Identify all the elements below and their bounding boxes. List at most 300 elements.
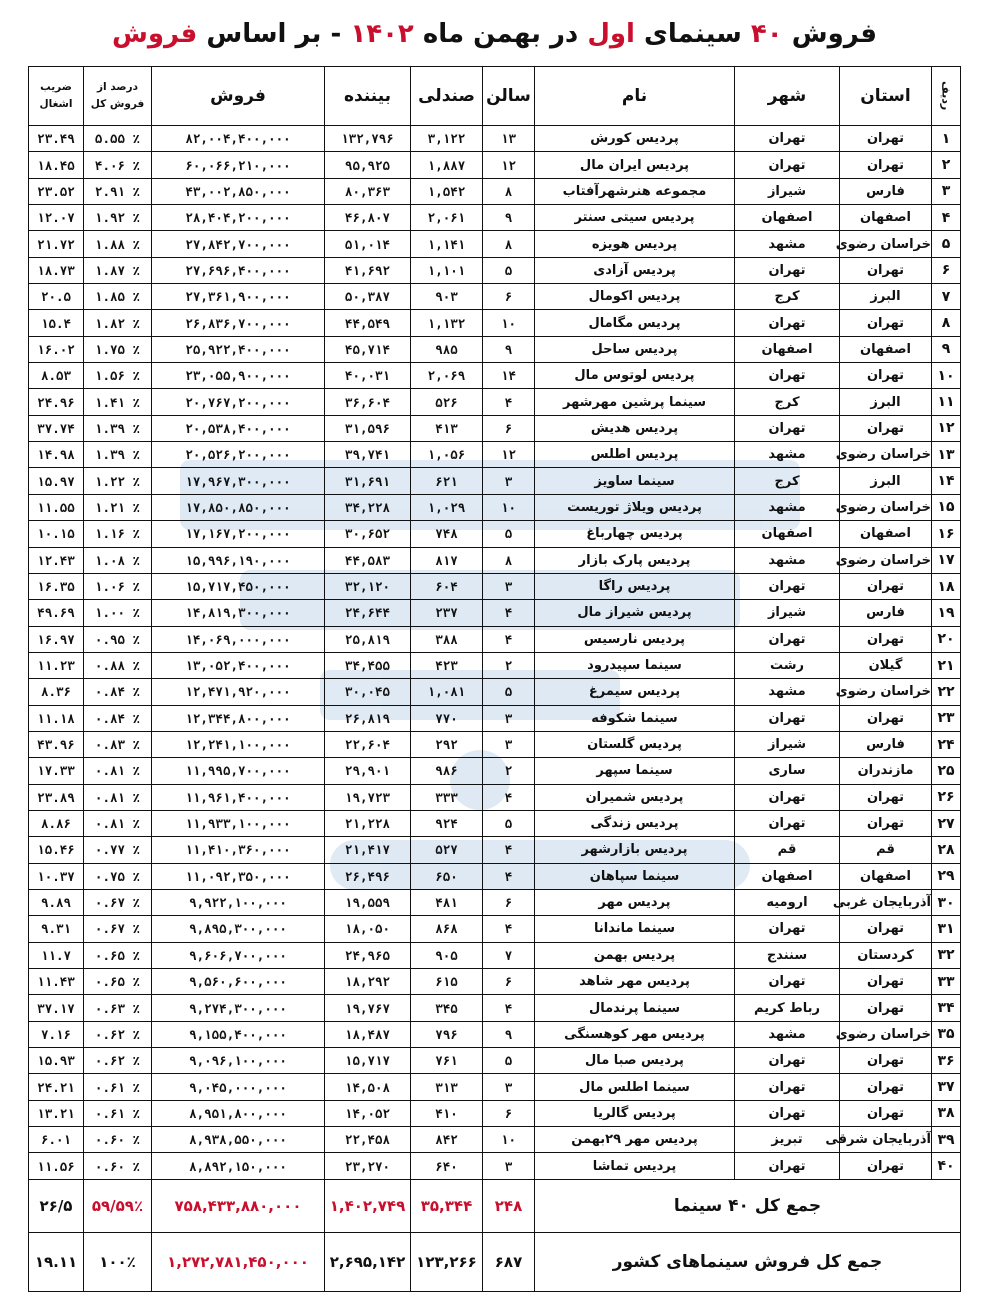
cell-city: تهران — [735, 257, 840, 283]
cell-province: تهران — [840, 810, 932, 836]
cell-sales: ۸,۹۳۸,۵۵۰,۰۰۰ — [152, 1127, 325, 1153]
cell-rank: ۴ — [932, 205, 961, 231]
cell-province: البرز — [840, 389, 932, 415]
cell-city: تهران — [735, 626, 840, 652]
cell-rank: ۳۶ — [932, 1048, 961, 1074]
cell-city: سنندج — [735, 942, 840, 968]
cell-province: تهران — [840, 1100, 932, 1126]
cell-percent: ۰.۸۳ ٪ — [84, 731, 152, 757]
table-row — [29, 652, 961, 678]
table-body — [29, 126, 961, 1180]
cell-viewers: ۵۰,۳۸۷ — [325, 284, 411, 310]
cell-sales: ۱۲,۲۴۱,۱۰۰,۰۰۰ — [152, 731, 325, 757]
title-text: فروش — [791, 19, 877, 49]
cell-sales: ۱۴,۸۱۹,۳۰۰,۰۰۰ — [152, 600, 325, 626]
cell-percent: ۰.۶۷ ٪ — [84, 916, 152, 942]
cell-halls: ۱۲ — [483, 152, 535, 178]
cell-province: اصفهان — [840, 863, 932, 889]
cell-viewers: ۱۸,۰۵۰ — [325, 916, 411, 942]
table-row — [29, 837, 961, 863]
cell-rank: ۱۷ — [932, 547, 961, 573]
cell-halls: ۶ — [483, 889, 535, 915]
cell-percent: ۰.۶۵ ٪ — [84, 969, 152, 995]
cell-seats: ۹۲۴ — [411, 810, 483, 836]
cell-occupancy: ۱۸.۴۵ — [29, 152, 84, 178]
cell-rank: ۸ — [932, 310, 961, 336]
cell-halls: ۳ — [483, 1074, 535, 1100]
cell-sales: ۱۷,۱۶۷,۲۰۰,۰۰۰ — [152, 521, 325, 547]
cell-sales: ۱۷,۸۵۰,۸۵۰,۰۰۰ — [152, 494, 325, 520]
cell-viewers: ۱۳۲,۷۹۶ — [325, 126, 411, 152]
table-row — [29, 521, 961, 547]
table-header-row — [29, 67, 961, 126]
page-title — [0, 14, 989, 54]
cell-percent: ۰.۸۱ ٪ — [84, 784, 152, 810]
cell-occupancy: ۴۹.۶۹ — [29, 600, 84, 626]
table-row — [29, 310, 961, 336]
cell-sales: ۸,۹۵۱,۸۰۰,۰۰۰ — [152, 1100, 325, 1126]
cell-name: پردیس شمیران — [535, 784, 735, 810]
cell-rank: ۴۰ — [932, 1153, 961, 1179]
cell-rank: ۷ — [932, 284, 961, 310]
cell-viewers: ۲۴,۶۴۴ — [325, 600, 411, 626]
cell-rank: ۳۹ — [932, 1127, 961, 1153]
cell-province: تهران — [840, 995, 932, 1021]
cell-seats: ۱,۸۸۷ — [411, 152, 483, 178]
cell-province: البرز — [840, 284, 932, 310]
table-row — [29, 442, 961, 468]
cell-province: تهران — [840, 257, 932, 283]
cell-percent: ۰.۶۰ ٪ — [84, 1127, 152, 1153]
cell-city: تهران — [735, 916, 840, 942]
header-text: اشغال — [39, 98, 73, 110]
cell-city: تهران — [735, 784, 840, 810]
cell-sales: ۱۱,۹۹۵,۷۰۰,۰۰۰ — [152, 758, 325, 784]
table-row — [29, 126, 961, 152]
cell-viewers: ۱۸,۴۸۷ — [325, 1021, 411, 1047]
cell-city: مشهد — [735, 231, 840, 257]
cell-halls: ۴ — [483, 784, 535, 810]
cell-seats: ۹۰۳ — [411, 284, 483, 310]
total-percent: ۵۹/۵۹٪ — [84, 1179, 152, 1232]
cell-rank: ۱۰ — [932, 363, 961, 389]
cell-name: پردیس زندگی — [535, 810, 735, 836]
cell-halls: ۵ — [483, 521, 535, 547]
cell-name: پردیس هدیش — [535, 415, 735, 441]
cell-occupancy: ۱۰.۱۵ — [29, 521, 84, 547]
table-row — [29, 863, 961, 889]
cell-sales: ۶۰,۰۶۶,۲۱۰,۰۰۰ — [152, 152, 325, 178]
cell-seats: ۷۶۱ — [411, 1048, 483, 1074]
cell-sales: ۱۵,۹۹۶,۱۹۰,۰۰۰ — [152, 547, 325, 573]
cell-province: خراسان رضوی — [840, 442, 932, 468]
cell-name: پردیس بهمن — [535, 942, 735, 968]
cell-sales: ۲۰,۷۶۷,۲۰۰,۰۰۰ — [152, 389, 325, 415]
cell-halls: ۴ — [483, 626, 535, 652]
cell-name: پردیس مهر کوهسنگی — [535, 1021, 735, 1047]
total-halls: ۲۴۸ — [483, 1179, 535, 1232]
cell-province: خراسان رضوی — [840, 679, 932, 705]
cell-province: تهران — [840, 363, 932, 389]
cell-name: پردیس مهر ۲۹بهمن — [535, 1127, 735, 1153]
cell-sales: ۲۰,۵۲۶,۲۰۰,۰۰۰ — [152, 442, 325, 468]
cell-seats: ۲۹۲ — [411, 731, 483, 757]
cell-rank: ۲۵ — [932, 758, 961, 784]
table-row — [29, 731, 961, 757]
cell-seats: ۳۳۳ — [411, 784, 483, 810]
cell-rank: ۳۱ — [932, 916, 961, 942]
table-row — [29, 494, 961, 520]
cell-sales: ۹,۱۵۵,۴۰۰,۰۰۰ — [152, 1021, 325, 1047]
table-row — [29, 969, 961, 995]
cell-rank: ۳۳ — [932, 969, 961, 995]
cell-name: پردیس اکومال — [535, 284, 735, 310]
cell-viewers: ۲۱,۲۲۸ — [325, 810, 411, 836]
cell-city: تهران — [735, 573, 840, 599]
cell-city: کرج — [735, 389, 840, 415]
cell-occupancy: ۴۳.۹۶ — [29, 731, 84, 757]
cell-seats: ۹۸۵ — [411, 336, 483, 362]
cell-occupancy: ۱۷.۳۳ — [29, 758, 84, 784]
cell-occupancy: ۱۸.۷۳ — [29, 257, 84, 283]
cell-percent: ۰.۶۳ ٪ — [84, 995, 152, 1021]
cell-seats: ۳,۱۲۲ — [411, 126, 483, 152]
table-row — [29, 284, 961, 310]
cell-halls: ۴ — [483, 863, 535, 889]
cell-name: مجموعه هنرشهرآفتاب — [535, 178, 735, 204]
cell-rank: ۳۸ — [932, 1100, 961, 1126]
cell-name: پردیس آزادی — [535, 257, 735, 283]
total-occupancy: ۱۹.۱۱ — [29, 1232, 84, 1291]
cell-sales: ۲۳,۰۵۵,۹۰۰,۰۰۰ — [152, 363, 325, 389]
table-row — [29, 758, 961, 784]
table-row — [29, 705, 961, 731]
cell-name: سینما سپیدرود — [535, 652, 735, 678]
total-row-top40 — [29, 1179, 961, 1232]
cell-city: اصفهان — [735, 521, 840, 547]
cell-rank: ۲۸ — [932, 837, 961, 863]
cell-city: تهران — [735, 1074, 840, 1100]
cell-province: اصفهان — [840, 521, 932, 547]
cell-percent: ۱.۸۲ ٪ — [84, 310, 152, 336]
cell-halls: ۱۲ — [483, 442, 535, 468]
cell-seats: ۶۱۵ — [411, 969, 483, 995]
total-sales: ۷۵۸,۴۳۳,۸۸۰,۰۰۰ — [152, 1179, 325, 1232]
cell-halls: ۳ — [483, 573, 535, 599]
header-text: ضریب — [40, 81, 72, 93]
cell-halls: ۱۰ — [483, 310, 535, 336]
cell-name: پردیس هویزه — [535, 231, 735, 257]
cell-halls: ۹ — [483, 336, 535, 362]
header-percent — [84, 67, 152, 126]
total-percent: ۱۰۰٪ — [84, 1232, 152, 1291]
cell-name: پردیس مگامال — [535, 310, 735, 336]
cell-occupancy: ۲۳.۸۹ — [29, 784, 84, 810]
cell-viewers: ۲۵,۸۱۹ — [325, 626, 411, 652]
cell-halls: ۸ — [483, 547, 535, 573]
cell-halls: ۲ — [483, 652, 535, 678]
cell-province: تهران — [840, 152, 932, 178]
title-text: - بر اساس — [206, 19, 342, 49]
cell-sales: ۹,۸۹۵,۳۰۰,۰۰۰ — [152, 916, 325, 942]
cell-sales: ۲۷,۳۶۱,۹۰۰,۰۰۰ — [152, 284, 325, 310]
table-row — [29, 415, 961, 441]
cell-occupancy: ۱۱.۵۵ — [29, 494, 84, 520]
cell-rank: ۲۷ — [932, 810, 961, 836]
cell-name: پردیس اطلس — [535, 442, 735, 468]
cell-sales: ۲۷,۸۴۲,۷۰۰,۰۰۰ — [152, 231, 325, 257]
cell-rank: ۲۲ — [932, 679, 961, 705]
cell-city: مشهد — [735, 1021, 840, 1047]
cell-sales: ۱۵,۷۱۷,۴۵۰,۰۰۰ — [152, 573, 325, 599]
cell-rank: ۲۱ — [932, 652, 961, 678]
cell-sales: ۱۴,۰۶۹,۰۰۰,۰۰۰ — [152, 626, 325, 652]
cell-viewers: ۳۴,۴۵۵ — [325, 652, 411, 678]
cell-province: تهران — [840, 705, 932, 731]
cell-percent: ۱.۱۶ ٪ — [84, 521, 152, 547]
cell-province: تهران — [840, 1153, 932, 1179]
cell-seats: ۸۱۷ — [411, 547, 483, 573]
cell-sales: ۱۱,۴۱۰,۳۶۰,۰۰۰ — [152, 837, 325, 863]
cell-halls: ۳ — [483, 1153, 535, 1179]
cell-percent: ۱.۹۲ ٪ — [84, 205, 152, 231]
title-highlight: فروش — [112, 19, 198, 49]
cell-percent: ۱.۰۸ ٪ — [84, 547, 152, 573]
cell-name: پردیس نارسیس — [535, 626, 735, 652]
cell-percent: ۰.۶۲ ٪ — [84, 1048, 152, 1074]
cell-rank: ۱۸ — [932, 573, 961, 599]
cell-halls: ۴ — [483, 389, 535, 415]
cell-occupancy: ۱۳.۲۱ — [29, 1100, 84, 1126]
table-row — [29, 1127, 961, 1153]
cell-rank: ۱۱ — [932, 389, 961, 415]
cell-sales: ۱۱,۰۹۲,۳۵۰,۰۰۰ — [152, 863, 325, 889]
cell-name: پردیس شیراز مال — [535, 600, 735, 626]
cell-percent: ۰.۸۴ ٪ — [84, 679, 152, 705]
cell-viewers: ۴۶,۸۰۷ — [325, 205, 411, 231]
cell-viewers: ۴۵,۷۱۴ — [325, 336, 411, 362]
cell-province: خراسان رضوی — [840, 1021, 932, 1047]
cell-rank: ۳۷ — [932, 1074, 961, 1100]
title-count: ۴۰ — [750, 19, 783, 49]
cell-percent: ۵.۵۵ ٪ — [84, 126, 152, 152]
header-text: فروش کل — [90, 98, 145, 110]
total-sales: ۱,۲۷۲,۷۸۱,۴۵۰,۰۰۰ — [152, 1232, 325, 1291]
cell-name: پردیس گلستان — [535, 731, 735, 757]
cell-viewers: ۲۶,۸۱۹ — [325, 705, 411, 731]
cell-rank: ۱۳ — [932, 442, 961, 468]
cell-name: پردیس سیتی سنتر — [535, 205, 735, 231]
cell-province: تهران — [840, 126, 932, 152]
cell-city: اصفهان — [735, 336, 840, 362]
table-row — [29, 257, 961, 283]
cell-percent: ۴.۰۶ ٪ — [84, 152, 152, 178]
cell-halls: ۱۴ — [483, 363, 535, 389]
cell-city: تهران — [735, 705, 840, 731]
total-seats: ۳۵,۳۴۴ — [411, 1179, 483, 1232]
table-row — [29, 336, 961, 362]
cell-sales: ۹,۰۴۵,۰۰۰,۰۰۰ — [152, 1074, 325, 1100]
cell-percent: ۰.۶۵ ٪ — [84, 942, 152, 968]
cell-seats: ۸۶۸ — [411, 916, 483, 942]
cell-seats: ۱,۱۳۲ — [411, 310, 483, 336]
cell-seats: ۷۴۸ — [411, 521, 483, 547]
cell-halls: ۵ — [483, 679, 535, 705]
cell-seats: ۴۱۰ — [411, 1100, 483, 1126]
cell-viewers: ۲۳,۲۷۰ — [325, 1153, 411, 1179]
sales-table — [28, 66, 961, 1292]
cell-viewers: ۳۶,۶۰۴ — [325, 389, 411, 415]
cell-sales: ۴۳,۰۰۲,۸۵۰,۰۰۰ — [152, 178, 325, 204]
cell-occupancy: ۱۶.۳۵ — [29, 573, 84, 599]
cell-province: البرز — [840, 468, 932, 494]
cell-occupancy: ۱۱.۷ — [29, 942, 84, 968]
cell-seats: ۸۴۲ — [411, 1127, 483, 1153]
cell-sales: ۹,۵۶۰,۶۰۰,۰۰۰ — [152, 969, 325, 995]
cell-percent: ۱.۲۱ ٪ — [84, 494, 152, 520]
cell-rank: ۳۰ — [932, 889, 961, 915]
cell-province: اصفهان — [840, 205, 932, 231]
cell-province: تهران — [840, 310, 932, 336]
cell-occupancy: ۱۱.۱۸ — [29, 705, 84, 731]
table-row — [29, 1100, 961, 1126]
cell-occupancy: ۱۵.۹۳ — [29, 1048, 84, 1074]
cell-percent: ۰.۸۱ ٪ — [84, 758, 152, 784]
header-halls: سالن — [483, 67, 535, 126]
cell-percent: ۱.۰۶ ٪ — [84, 573, 152, 599]
cell-rank: ۲۶ — [932, 784, 961, 810]
cell-province: تهران — [840, 784, 932, 810]
cell-sales: ۲۶,۸۳۶,۷۰۰,۰۰۰ — [152, 310, 325, 336]
cell-province: تهران — [840, 1074, 932, 1100]
cell-name: پردیس ایران مال — [535, 152, 735, 178]
cell-sales: ۲۰,۵۳۸,۴۰۰,۰۰۰ — [152, 415, 325, 441]
cell-city: مشهد — [735, 442, 840, 468]
cell-name: سینما سپاهان — [535, 863, 735, 889]
cell-halls: ۳ — [483, 468, 535, 494]
cell-halls: ۶ — [483, 284, 535, 310]
cell-name: پردیس لوتوس مال — [535, 363, 735, 389]
cell-percent: ۰.۸۸ ٪ — [84, 652, 152, 678]
header-text: درصد از — [97, 81, 138, 93]
cell-viewers: ۴۴,۵۸۳ — [325, 547, 411, 573]
cell-rank: ۳۲ — [932, 942, 961, 968]
cell-seats: ۱,۰۵۶ — [411, 442, 483, 468]
cell-occupancy: ۱۰.۳۷ — [29, 863, 84, 889]
cell-province: تهران — [840, 916, 932, 942]
cell-rank: ۳ — [932, 178, 961, 204]
cell-seats: ۱,۵۴۲ — [411, 178, 483, 204]
cell-city: تهران — [735, 1100, 840, 1126]
cell-sales: ۲۸,۴۰۴,۲۰۰,۰۰۰ — [152, 205, 325, 231]
cell-percent: ۰.۹۵ ٪ — [84, 626, 152, 652]
cell-occupancy: ۳۷.۱۷ — [29, 995, 84, 1021]
cell-seats: ۷۹۶ — [411, 1021, 483, 1047]
cell-rank: ۲۹ — [932, 863, 961, 889]
table-row — [29, 363, 961, 389]
cell-seats: ۲,۰۶۹ — [411, 363, 483, 389]
cell-rank: ۱ — [932, 126, 961, 152]
cell-sales: ۱۷,۹۶۷,۳۰۰,۰۰۰ — [152, 468, 325, 494]
cell-name: پردیس ساحل — [535, 336, 735, 362]
cell-viewers: ۲۲,۶۰۴ — [325, 731, 411, 757]
cell-occupancy: ۱۶.۹۷ — [29, 626, 84, 652]
cell-seats: ۱,۱۴۱ — [411, 231, 483, 257]
cell-sales: ۹,۹۲۲,۱۰۰,۰۰۰ — [152, 889, 325, 915]
cell-rank: ۲۴ — [932, 731, 961, 757]
cell-viewers: ۲۹,۹۰۱ — [325, 758, 411, 784]
cell-halls: ۹ — [483, 1021, 535, 1047]
cell-percent: ۱.۸۸ ٪ — [84, 231, 152, 257]
cell-rank: ۲۰ — [932, 626, 961, 652]
total-row-country — [29, 1232, 961, 1291]
cell-name: پردیس مهر شاهد — [535, 969, 735, 995]
cell-city: شیراز — [735, 600, 840, 626]
total-viewers: ۱,۴۰۲,۷۴۹ — [325, 1179, 411, 1232]
cell-city: شیراز — [735, 731, 840, 757]
table-row — [29, 389, 961, 415]
cell-halls: ۳ — [483, 705, 535, 731]
table-row — [29, 1048, 961, 1074]
cell-sales: ۱۱,۹۳۳,۱۰۰,۰۰۰ — [152, 810, 325, 836]
cell-city: کرج — [735, 284, 840, 310]
cell-halls: ۴ — [483, 600, 535, 626]
cell-occupancy: ۹.۳۱ — [29, 916, 84, 942]
cell-city: ساری — [735, 758, 840, 784]
table-row — [29, 626, 961, 652]
header-province: استان — [840, 67, 932, 126]
cell-province: مازندران — [840, 758, 932, 784]
cell-name: سینما پرشین مهرشهر — [535, 389, 735, 415]
cell-rank: ۹ — [932, 336, 961, 362]
cell-sales: ۱۲,۴۷۱,۹۲۰,۰۰۰ — [152, 679, 325, 705]
cell-rank: ۶ — [932, 257, 961, 283]
cell-percent: ۱.۲۲ ٪ — [84, 468, 152, 494]
table-row — [29, 679, 961, 705]
cell-sales: ۱۳,۰۵۲,۴۰۰,۰۰۰ — [152, 652, 325, 678]
cell-seats: ۴۸۱ — [411, 889, 483, 915]
cell-halls: ۴ — [483, 916, 535, 942]
cell-province: اصفهان — [840, 336, 932, 362]
cell-occupancy: ۱۶.۰۲ — [29, 336, 84, 362]
cell-seats: ۶۲۱ — [411, 468, 483, 494]
cell-viewers: ۱۹,۷۲۳ — [325, 784, 411, 810]
cell-sales: ۱۱,۹۶۱,۴۰۰,۰۰۰ — [152, 784, 325, 810]
cell-sales: ۲۵,۹۲۲,۴۰۰,۰۰۰ — [152, 336, 325, 362]
cell-name: سینما اطلس مال — [535, 1074, 735, 1100]
cell-province: تهران — [840, 1048, 932, 1074]
table-row — [29, 889, 961, 915]
cell-city: ارومیه — [735, 889, 840, 915]
cell-viewers: ۲۴,۹۶۵ — [325, 942, 411, 968]
cell-halls: ۸ — [483, 178, 535, 204]
table-row — [29, 1074, 961, 1100]
cell-city: اصفهان — [735, 205, 840, 231]
cell-rank: ۳۴ — [932, 995, 961, 1021]
cell-viewers: ۳۰,۶۵۲ — [325, 521, 411, 547]
table-row — [29, 995, 961, 1021]
cell-city: اصفهان — [735, 863, 840, 889]
cell-viewers: ۱۸,۲۹۲ — [325, 969, 411, 995]
cell-city: تهران — [735, 152, 840, 178]
table-row — [29, 942, 961, 968]
cell-sales: ۸,۸۹۲,۱۵۰,۰۰۰ — [152, 1153, 325, 1179]
table-row — [29, 573, 961, 599]
total-viewers: ۲,۶۹۵,۱۴۲ — [325, 1232, 411, 1291]
cell-occupancy: ۱۵.۴ — [29, 310, 84, 336]
cell-occupancy: ۲۱.۷۲ — [29, 231, 84, 257]
cell-halls: ۱۰ — [483, 494, 535, 520]
